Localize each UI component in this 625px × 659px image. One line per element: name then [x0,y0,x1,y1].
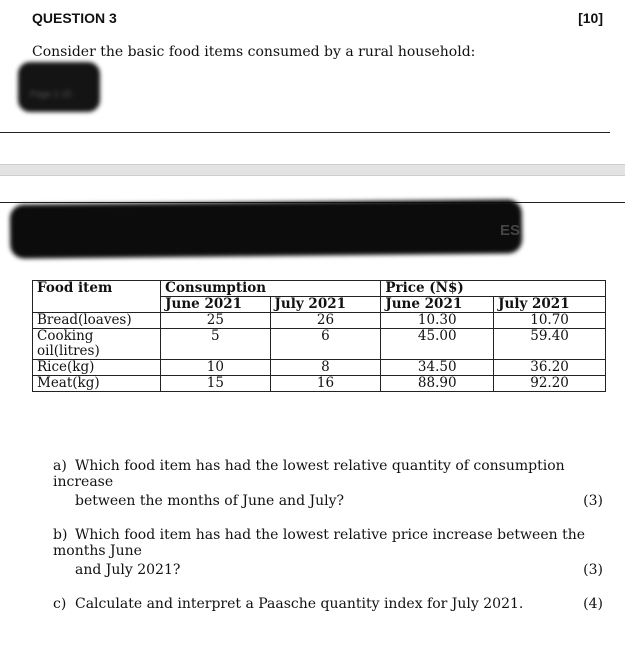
question-text: Which food item has had the lowest relative quantity of consumption increase [53,458,565,490]
header-spacer [270,281,381,297]
redaction-residual-text: ES [500,222,521,239]
subheader-consumption-july: July 2021 [270,297,381,313]
table-row [33,360,606,376]
question-label: b) [53,527,68,543]
cell-consumption-july: 8 [270,360,381,376]
subheader-consumption-june: June 2021 [161,297,270,313]
question-marks: [10] [578,10,603,26]
table-row [33,313,606,329]
question-a-line1 [53,458,625,490]
header-spacer [494,281,606,297]
question-text: Calculate and interpret a Paasche quantity index for July 2021. [75,596,524,612]
cell-price-june: 34.50 [381,360,494,376]
redaction-block-small [18,62,100,112]
cell-consumption-june: 10 [161,360,270,376]
cell-item: Meat(kg) [33,376,161,392]
header-food-item: Food item [33,281,161,313]
table-header-row [33,281,606,297]
cell-item: Rice(kg) [33,360,161,376]
cell-price-july: 36.20 [494,360,606,376]
question-label: c) [53,596,67,612]
cell-consumption-july: 26 [270,313,381,329]
redaction-block-large [10,199,523,258]
cell-consumption-june: 15 [161,376,270,392]
subheader-price-june: June 2021 [381,297,494,313]
page-break-band [0,164,625,176]
cell-price-june: 10.30 [381,313,494,329]
header-price: Price (N$) [381,281,494,297]
cell-item: Cooking oil(litres) [33,329,161,360]
intro-text: Consider the basic food items consumed by a rural household: [32,44,476,60]
table-row [33,376,606,392]
question-c-line1 [53,596,523,612]
question-c-marks: (4) [583,596,603,612]
cell-item: Bread(loaves) [33,313,161,329]
table-row [33,329,606,360]
cell-price-july: 92.20 [494,376,606,392]
question-text: Which food item has had the lowest relative price increase between the months June [53,527,586,559]
cell-consumption-june: 5 [161,329,270,360]
food-table [32,280,606,392]
cell-price-june: 88.90 [381,376,494,392]
question-label: a) [53,458,67,474]
question-a-marks: (3) [583,493,603,509]
redaction-residual-text: Page 1-15 [30,89,72,99]
divider-line [0,132,610,133]
cell-price-july: 59.40 [494,329,606,360]
cell-price-june: 45.00 [381,329,494,360]
cell-price-july: 10.70 [494,313,606,329]
cell-consumption-july: 6 [270,329,381,360]
question-title: QUESTION 3 [32,10,117,26]
question-b-marks: (3) [583,562,603,578]
cell-consumption-june: 25 [161,313,270,329]
question-b-line1 [53,527,625,559]
question-b-line2: and July 2021? [75,562,181,578]
header-consumption: Consumption [161,281,270,297]
subheader-price-july: July 2021 [494,297,606,313]
cell-consumption-july: 16 [270,376,381,392]
question-a-line2: between the months of June and July? [75,493,345,509]
